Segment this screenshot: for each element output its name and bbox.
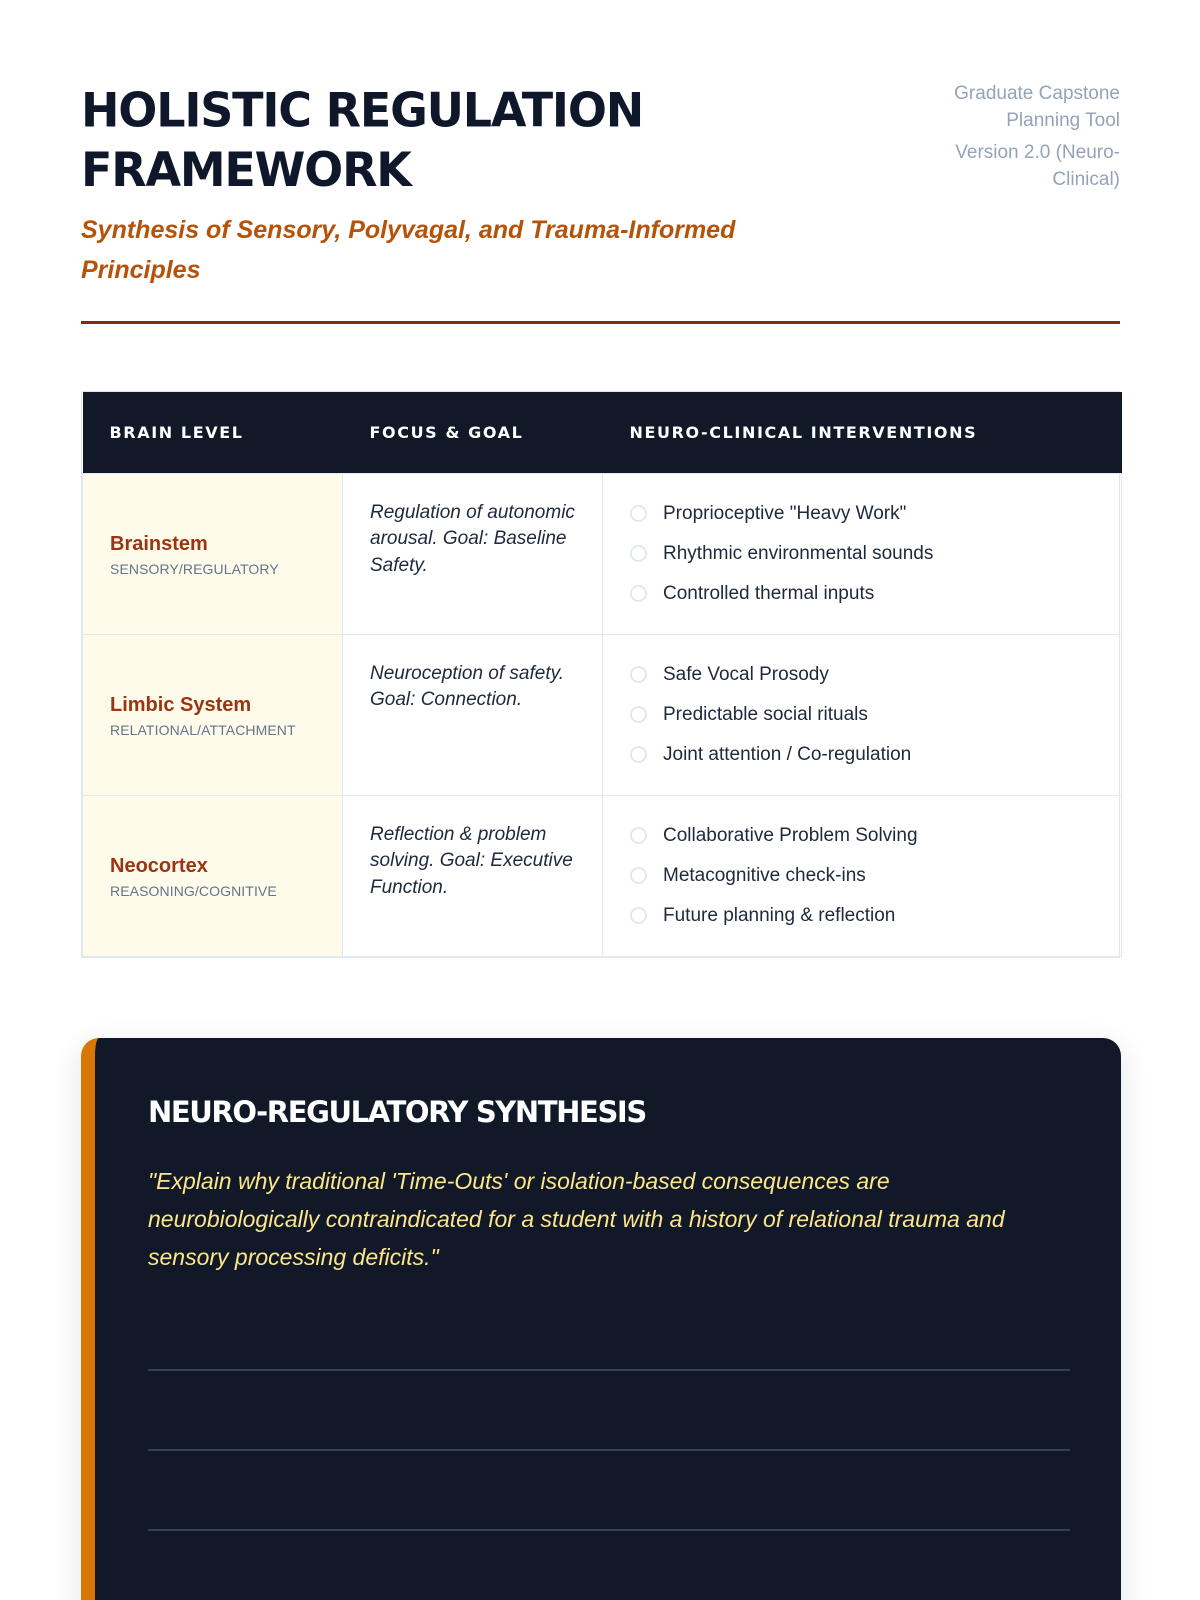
answer-line-3[interactable] [148,1529,1070,1531]
document-page [81,0,1120,958]
page-title-line2: FRAMEWORK [81,142,411,198]
intervention-item[interactable] [630,534,1094,574]
intervention-item[interactable] [630,574,1094,614]
level-tag: RELATIONAL/ATTACHMENT [110,721,296,738]
intervention-item[interactable] [630,494,1094,534]
level-cell [83,795,343,956]
intervention-list [630,816,1094,936]
level-cell [83,473,343,634]
answer-line-2[interactable] [148,1449,1070,1451]
level-name: Brainstem [110,532,208,555]
meta-tool-name: Graduate Capstone Planning Tool [954,83,1120,131]
page-title [81,81,821,199]
intervention-label: Metacognitive check-ins [663,864,866,886]
synthesis-card [81,1038,1121,1600]
radio-circle-icon[interactable] [630,827,647,844]
intervention-item[interactable] [630,856,1094,896]
document-meta [900,80,1120,193]
level-tag: SENSORY/REGULATORY [110,560,279,577]
intervention-list [630,655,1094,775]
intervention-list [630,494,1094,614]
interventions-cell [603,795,1122,956]
intervention-item[interactable] [630,816,1094,856]
framework-table [81,391,1120,958]
radio-circle-icon[interactable] [630,585,647,602]
intervention-label: Joint attention / Co-regulation [663,743,912,765]
radio-circle-icon[interactable] [630,706,647,723]
intervention-item[interactable] [630,896,1094,936]
header-brain-level: BRAIN LEVEL [109,422,244,442]
title-block [81,82,821,290]
intervention-label: Collaborative Problem Solving [663,824,918,846]
table-row-neocortex [83,795,1122,956]
intervention-label: Future planning & reflection [663,904,896,926]
header-interventions: NEURO-CLINICAL INTERVENTIONS [629,422,978,442]
intervention-label: Proprioceptive "Heavy Work" [663,502,907,524]
intervention-item[interactable] [630,695,1094,735]
level-tag: REASONING/COGNITIVE [110,882,277,899]
level-name: Limbic System [110,693,252,716]
interventions-cell [603,473,1122,634]
page-title-line1: HOLISTIC REGULATION [81,82,644,138]
intervention-label: Rhythmic environmental sounds [663,542,934,564]
radio-circle-icon[interactable] [630,545,647,562]
intervention-label: Predictable social rituals [663,703,868,725]
synthesis-title: NEURO-REGULATORY SYNTHESIS [148,1095,646,1129]
focus-goal-cell: Regulation of autonomic arousal. Goal: Baseline Safety. [343,473,603,634]
intervention-label: Safe Vocal Prosody [663,663,829,685]
intervention-item[interactable] [630,655,1094,695]
table-header-row [83,392,1122,473]
table-row-limbic [83,634,1122,795]
level-cell [83,634,343,795]
radio-circle-icon[interactable] [630,666,647,683]
radio-circle-icon[interactable] [630,505,647,522]
level-name: Neocortex [110,854,208,877]
intervention-item[interactable] [630,735,1094,775]
page-header [81,0,1120,324]
interventions-cell [603,634,1122,795]
table-row-brainstem [83,473,1122,634]
intervention-label: Controlled thermal inputs [663,582,875,604]
page-subtitle: Synthesis of Sensory, Polyvagal, and Trauma-Informed Principles [81,216,736,284]
radio-circle-icon[interactable] [630,907,647,924]
meta-version: Version 2.0 (Neuro-Clinical) [955,142,1120,190]
focus-goal-cell: Neuroception of safety. Goal: Connection. [343,634,603,795]
radio-circle-icon[interactable] [630,867,647,884]
synthesis-prompt: "Explain why traditional 'Time-Outs' or isolation-based consequences are neurobiologically contraindicated for a student with a history of relational trauma and sensory processing deficits." [148,1168,1005,1270]
header-focus-goal: FOCUS & GOAL [369,422,524,442]
answer-line-1[interactable] [148,1369,1070,1371]
focus-goal-cell: Reflection & problem solving. Goal: Executive Function. [343,795,603,956]
radio-circle-icon[interactable] [630,746,647,763]
